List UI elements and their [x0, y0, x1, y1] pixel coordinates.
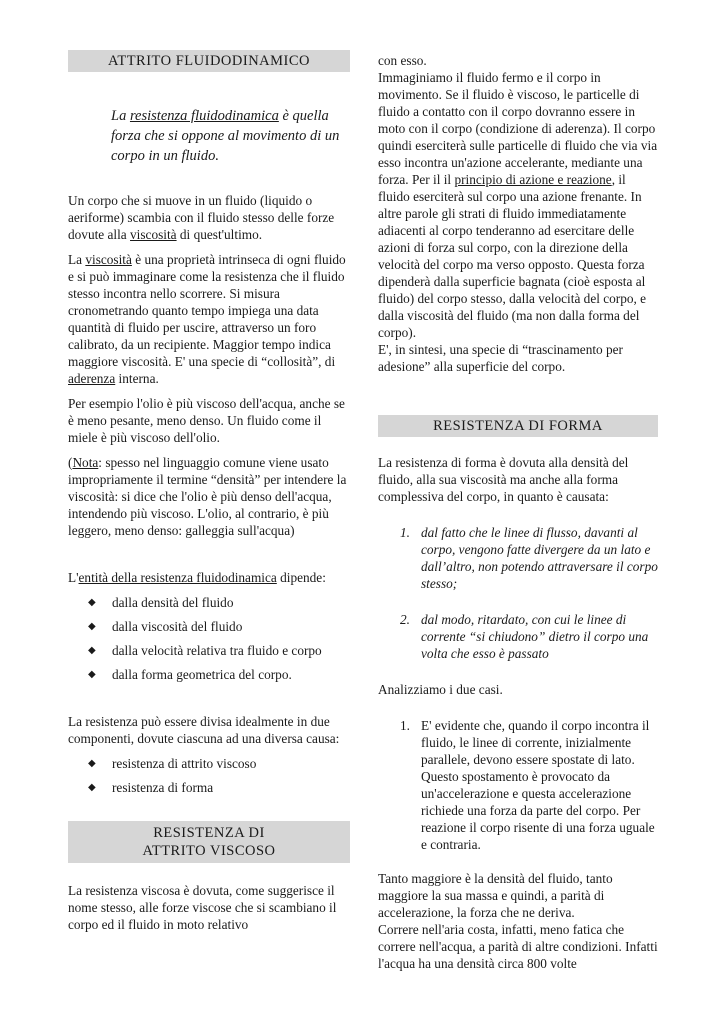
diamond-bullet-icon: ◆ — [88, 645, 96, 656]
paragraph-entita: L'entità della resistenza fluidodinamica dipende: — [68, 570, 326, 585]
list-casi — [378, 717, 658, 853]
term-viscosita: viscosità — [130, 227, 177, 242]
paragraph-divisione: La resistenza può essere divisa idealmente in due componenti, dovute ciascuna ad una diversa causa: — [68, 714, 340, 746]
list-item: ◆ dalla forma geometrica del corpo. — [88, 667, 292, 682]
paragraph-immaginiamo: Immaginiamo il fluido fermo e il corpo in movimento. Se il fluido è viscoso, le particelle di fluido a contatto con il corpo dovranno essere in moto con il corpo (condizione di aderenza). Il corpo quindi eserciterà sulle particelle di fluido che via via esso incontra un'azione accelerante, mediante una forza. Per il il principio di azione e reazione, il fluido eserciterà sul corpo una azione frenante. In altre parole gli strati di fluido immediatamente adiacenti al corpo tenderanno ad esercitare delle azioni di forza sul corpo, con la direzione della velocità del corpo ma verso opposto. Questa forza dipenderà dalla superficie bagnata (cioè esposta al fluido) del corpo stesso, dalla velocità del corpo, e dalla viscosità del fluido (ma non dalla forma del corpo). — [378, 70, 658, 340]
right-column — [378, 52, 658, 972]
heading-attrito-fluidodinamico: ATTRITO FLUIDODINAMICO — [68, 50, 350, 72]
paragraph-intro: Un corpo che si muove in un fluido (liquido o aeriforme) scambia con il fluido stesso delle forze dovute alla viscosità di quest'ultimo. — [68, 193, 335, 242]
paragraph-esempio: Per esempio l'olio è più viscoso dell'acqua, anche se è meno pesante, meno denso. Un fluido come il miele è più viscoso dell'olio. — [68, 396, 345, 445]
heading-attrito-viscoso: RESISTENZA DI ATTRITO VISCOSO — [68, 821, 350, 863]
paragraph-correre: Correre nell'aria costa, infatti, meno fatica che correre nell'acqua, a parità di altre condizioni. Infatti l'acqua ha una densità circa 800 volte — [378, 922, 658, 971]
list-item: ◆ resistenza di forma — [88, 780, 214, 795]
list-item: ◆ dalla viscosità del fluido — [88, 619, 243, 634]
paragraph-forma: La resistenza di forma è dovuta alla densità del fluido, alla sua viscosità ma anche alla forma complessiva del corpo, in quanto è causata: — [378, 455, 629, 504]
list-item: ◆ resistenza di attrito viscoso — [88, 756, 257, 771]
term-entita-resistenza: entità della resistenza fluidodinamica — [78, 570, 277, 585]
list-cause — [378, 524, 658, 662]
paragraph-viscosita: La viscosità è una proprietà intrinseca di ogni fluido e si può immaginare come la resistenza che il fluido stesso incontra nello scorrere. Si misura cronometrando quanto tempo impiega una data quantità di fluido per uscire, attraverso un foro calibrato, da un recipiente. Maggior tempo indica maggiore viscosità. E' una specie di “collosità”, di aderenza interna. — [68, 252, 346, 386]
list-fattori — [68, 594, 350, 683]
diamond-bullet-icon: ◆ — [88, 782, 96, 793]
list-componenti — [68, 755, 350, 796]
paragraph-nota: (Nota: spesso nel linguaggio comune viene usato impropriamente il termine “densità” per intendere la viscosità: si dice che l'olio è più denso dell'acqua, intendendo più viscoso. L'olio, al contrario, è più leggero, meno denso: galleggia sull'acqua) — [68, 455, 347, 538]
paragraph-resistenza-viscosa: La resistenza viscosa è dovuta, come suggerisce il nome stesso, alle forze viscose che si scambiano il corpo ed il fluido in moto relativo — [68, 883, 337, 932]
paragraph-sintesi: E', in sintesi, una specie di “trascinamento per adesione” alla superficie del corpo. — [378, 342, 623, 374]
term-viscosita-2: viscosità — [85, 252, 132, 267]
list-item: ◆ dalla densità del fluido — [88, 595, 234, 610]
term-principio-azione-reazione: principio di azione e reazione — [454, 172, 612, 187]
heading-resistenza-di-forma: RESISTENZA DI FORMA — [378, 415, 658, 437]
list-item: 2. dal modo, ritardato, con cui le linee di corrente “si chiudono” dietro il corpo una volta che esso è passato — [400, 612, 649, 661]
diamond-bullet-icon: ◆ — [88, 597, 96, 608]
list-item: 1. E' evidente che, quando il corpo incontra il fluido, le linee di corrente, inizialmente parallele, devono essere spostate di lato. Questo spostamento è provocato da un'accelerazione e questa accelerazione richiede una forza da parte del corpo. Per reazione il corpo risente di una forza uguale e contraria. — [400, 718, 655, 852]
diamond-bullet-icon: ◆ — [88, 669, 96, 680]
paragraph-analizziamo: Analizziamo i due casi. — [378, 682, 503, 697]
list-item: 1. dal fatto che le linee di flusso, davanti al corpo, vengono fatte divergere da un lato e dall’altro, non potendo attraversare il corpo stesso; — [400, 525, 658, 591]
diamond-bullet-icon: ◆ — [88, 758, 96, 769]
list-item: ◆ dalla velocità relativa tra fluido e corpo — [88, 643, 322, 658]
paragraph-continuation: con esso. — [378, 53, 427, 68]
term-nota: Nota — [72, 455, 99, 470]
link-resistenza-fluidodinamica: resistenza fluidodinamica — [129, 108, 279, 124]
diamond-bullet-icon: ◆ — [88, 621, 96, 632]
left-column — [68, 50, 350, 933]
term-aderenza: aderenza — [68, 371, 116, 386]
paragraph-densita: Tanto maggiore è la densità del fluido, tanto maggiore la sua massa e quindi, a parità di accelerazione, la forza che ne deriva. — [378, 871, 613, 920]
definition-quote: La resistenza fluidodinamica è quella forza che si oppone al movimento di un corpo in un fluido. — [111, 108, 340, 164]
